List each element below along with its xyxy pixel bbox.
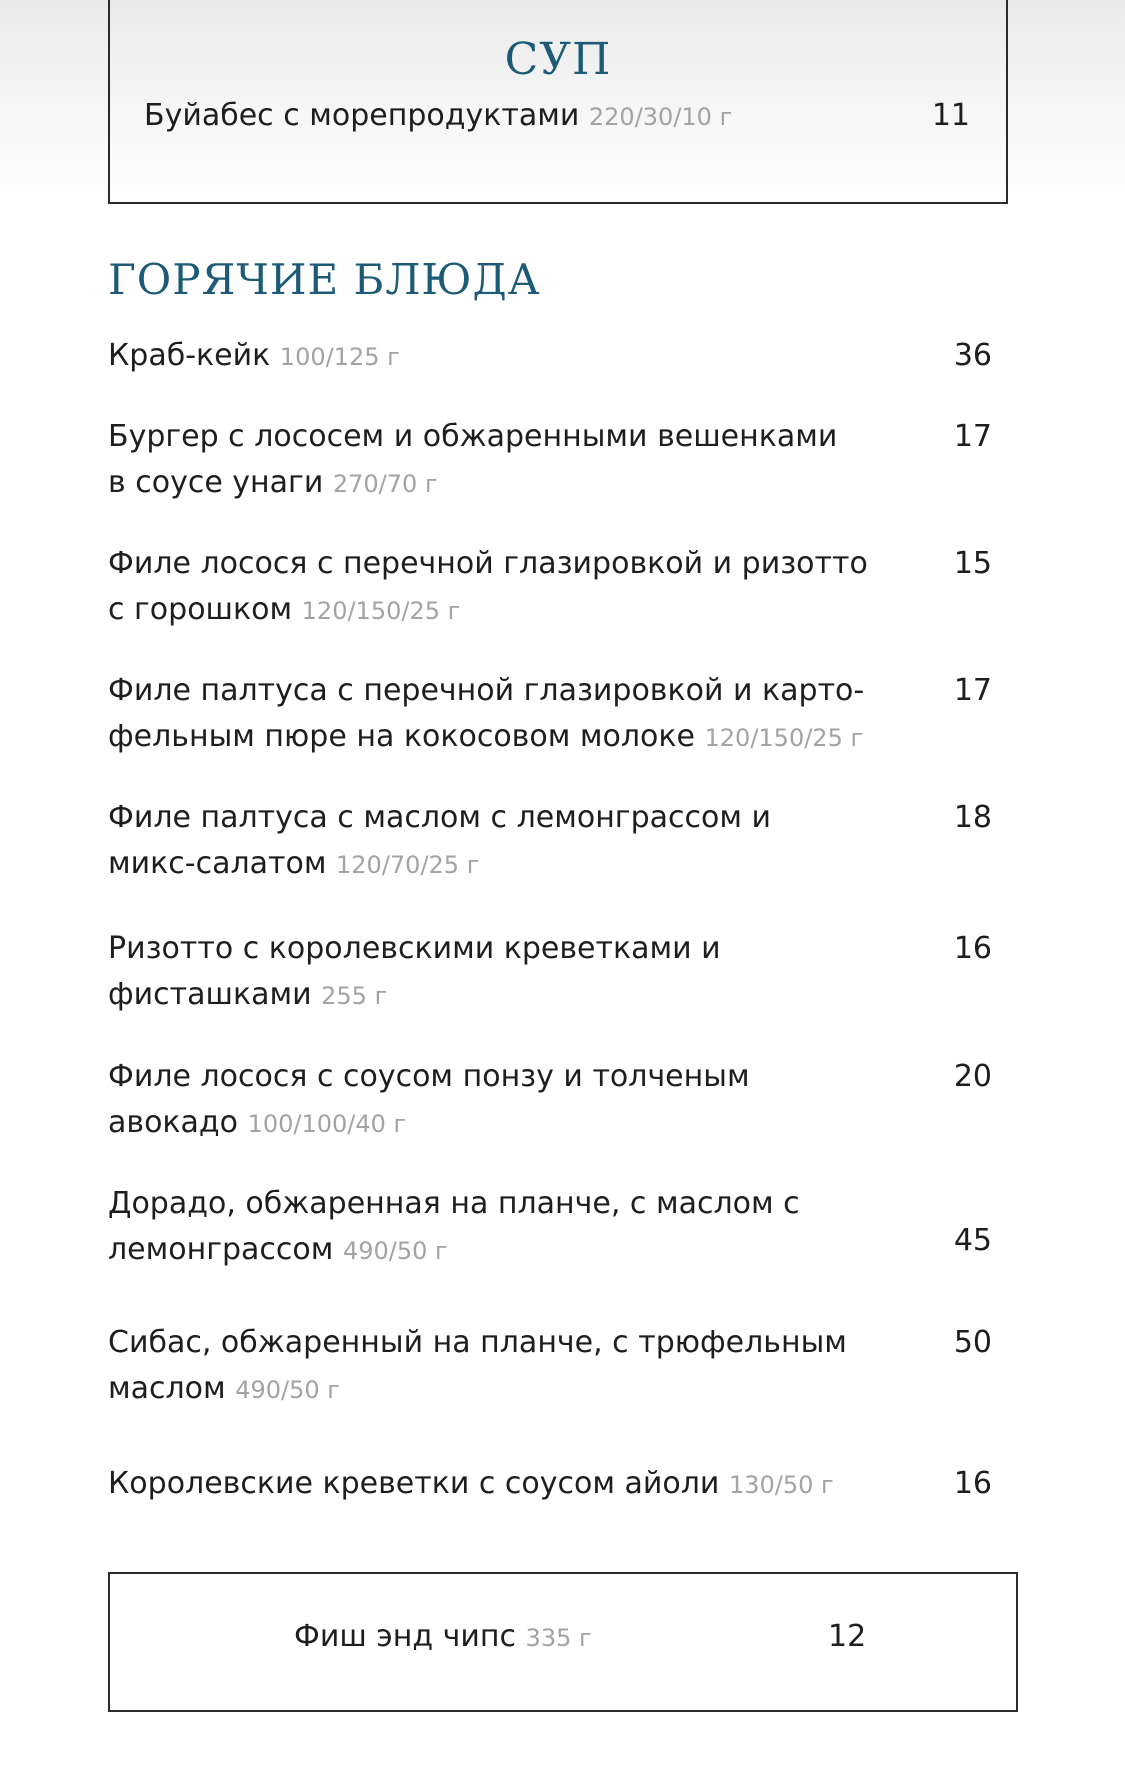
- menu-item-weight: 130/50 г: [728, 1471, 834, 1499]
- menu-item-price: 12: [828, 1619, 867, 1654]
- menu-item-price: 15: [953, 546, 992, 581]
- menu-item: [108, 1461, 1008, 1508]
- menu-item-name-group: [108, 1461, 908, 1508]
- menu-item-name-group: [294, 1619, 592, 1654]
- menu-item-price: 18: [953, 800, 992, 835]
- menu-item-weight: 335 г: [525, 1624, 592, 1652]
- menu-item-price: 50: [953, 1325, 992, 1360]
- menu-item-weight: 220/30/10 г: [588, 103, 733, 131]
- menu-item-name-group: [108, 414, 908, 507]
- menu-item-name: Фиш энд чипс: [294, 1619, 516, 1654]
- menu-item-name-line2: фисташками: [108, 977, 312, 1012]
- menu-item: [108, 333, 1008, 380]
- menu-item-name-group: [108, 795, 908, 888]
- menu-item-name-line2: в соусе унаги: [108, 465, 324, 500]
- menu-item-name-line2: авокадо: [108, 1105, 239, 1140]
- menu-item: [108, 668, 1008, 761]
- menu-item-name-line1: Филе лосося с соусом понзу и толченым: [108, 1059, 750, 1094]
- menu-item: [108, 1320, 1008, 1413]
- menu-item-name-group: [108, 541, 908, 634]
- menu-item-weight: 100/100/40 г: [247, 1110, 407, 1138]
- menu-item-name-line1: Филе палтуса с перечной глазировкой и карто-: [108, 673, 865, 708]
- menu-item-price: 20: [953, 1059, 992, 1094]
- menu-item-name-line1: Ризотто с королевскими креветками и: [108, 931, 721, 966]
- menu-item-name-line1: Бургер с лососем и обжаренными вешенками: [108, 419, 838, 454]
- menu-item-weight: 270/70 г: [332, 470, 438, 498]
- menu-item: [108, 414, 1008, 507]
- menu-item-weight: 120/150/25 г: [704, 724, 864, 752]
- menu-item-name-line2: фельным пюре на кокосовом молоке: [108, 719, 695, 754]
- menu-item-name-group: [108, 668, 908, 761]
- menu-item-name: Буйабес с морепродуктами: [144, 98, 580, 133]
- menu-item: [144, 98, 970, 133]
- hot-dishes-title: ГОРЯЧИЕ БЛЮДА: [108, 255, 541, 304]
- menu-item-name: Королевские креветки с соусом айоли: [108, 1466, 720, 1501]
- menu-item-name-line1: Филе лосося с перечной глазировкой и ризотто: [108, 546, 868, 581]
- menu-item-name-group: [108, 926, 908, 1019]
- menu-item-weight: 100/125 г: [279, 343, 400, 371]
- soup-title: СУП: [504, 34, 612, 85]
- menu-item-name-group: [108, 1054, 908, 1147]
- menu-item-name-line1: Сибас, обжаренный на планче, с трюфельным: [108, 1325, 847, 1360]
- menu-item-name-line1: Филе палтуса с маслом с лемонграссом и: [108, 800, 772, 835]
- menu-item-name-line2: лемонграссом: [108, 1232, 334, 1267]
- menu-item-name-group: [108, 333, 908, 380]
- menu-item-weight: 120/70/25 г: [336, 851, 480, 879]
- menu-item-name-line2: микс-салатом: [108, 846, 327, 881]
- menu-item-weight: 490/50 г: [235, 1376, 340, 1404]
- menu-item: [108, 1181, 1008, 1274]
- menu-item-name-line2: маслом: [108, 1371, 226, 1406]
- menu-item-weight: 255 г: [321, 982, 388, 1010]
- menu-item-price: 17: [953, 673, 992, 708]
- soup-section: [108, 0, 1008, 204]
- menu-item: [108, 541, 1008, 634]
- menu-item-name-group: [108, 1320, 908, 1413]
- menu-item-name-line2: с горошком: [108, 592, 293, 627]
- menu-item-price: 16: [953, 1466, 992, 1501]
- menu-item-name: Краб-кейк: [108, 338, 271, 373]
- menu-item: [108, 1054, 1008, 1147]
- menu-item-price: 16: [953, 931, 992, 966]
- menu-item-weight: 120/150/25 г: [301, 597, 461, 625]
- menu-item-price: 36: [953, 338, 992, 373]
- menu-item-name-group: [144, 98, 732, 133]
- menu-item-price: 17: [953, 419, 992, 454]
- menu-item: [108, 926, 1008, 1019]
- menu-item-weight: 490/50 г: [342, 1237, 448, 1265]
- menu-item-price: 11: [931, 98, 970, 133]
- menu-item-price: 45: [953, 1223, 992, 1258]
- menu-item-name-line1: Дорадо, обжаренная на планче, с маслом с: [108, 1186, 800, 1221]
- menu-item: [108, 795, 1008, 888]
- fish-and-chips-box: [108, 1572, 1018, 1712]
- menu-item-name-group: [108, 1181, 908, 1274]
